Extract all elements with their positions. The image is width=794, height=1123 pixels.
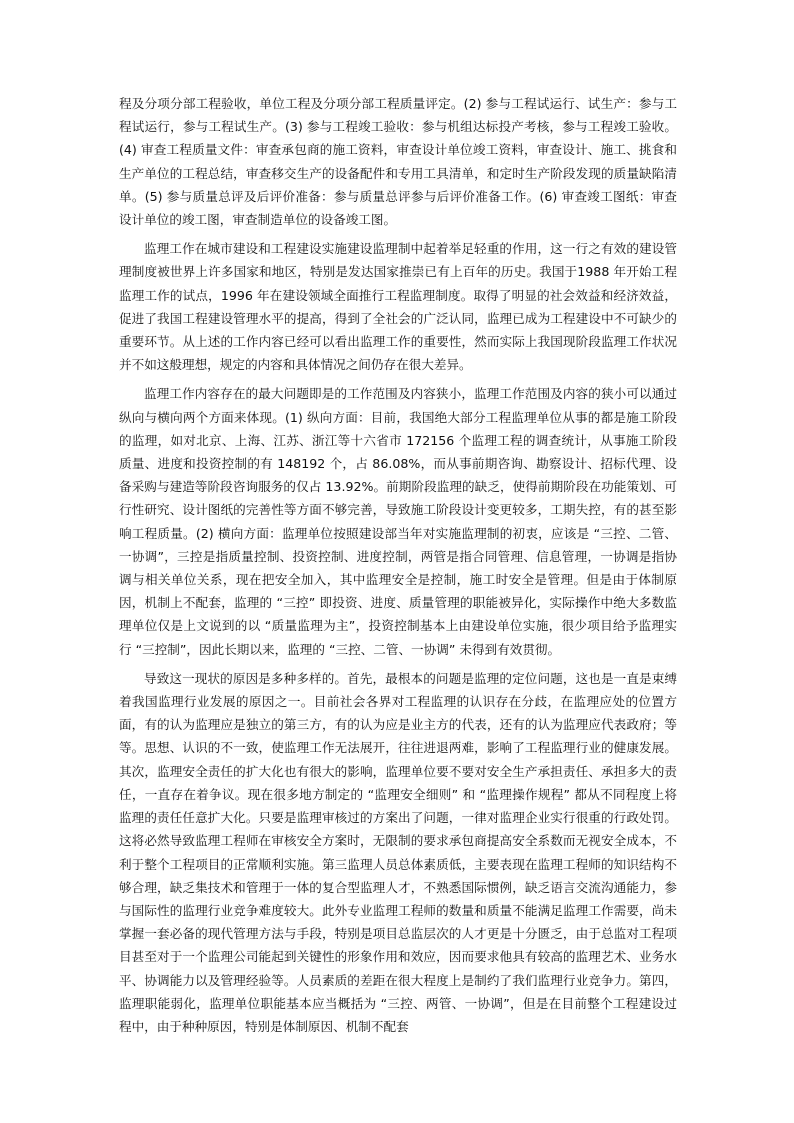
paragraph-3: 监理工作内容存在的最大问题即是的工作范围及内容狭小，监理工作范围及内容的狭小可以通过纵向与横向两个方面来体现。(1) 纵向方面：目前，我国绝大部分工程监理单位从事的都是施工阶段的监理，如对北京、上海、江苏、浙江等十六省市 172156 个监理工程的调查统计，从事施工阶段质量、进度和投资控制的有 148192 个，占 86.08%，而从事前期咨询、勘察设计、招标代理、设备采购与建造等阶段咨询服务的仅占 13.92%。前期阶段监理的缺乏，使得前期阶段在功能策划、可行性研究、设计图纸的完善性等方面不够完善，导致施工阶段设计变更较多，工期失控，有的甚至影响工程质量。(2) 横向方面：监理单位按照建设部当年对实施监理制的初衷，应该是 “三控、二管、一协调”，三控是指质量控制、投资控制、进度控制，两管是指合同管理、信息管理，一协调是指协调与相关单位关系，现在把安全加入，其中监理安全是控制，施工时安全是管理。但是由于体制原因，机制上不配套，监理的 “三控” 即投资、进度、质量管理的职能被异化，实际操作中绝大多数监理单位仅是上文说到的以 “质量监理为主”，投资控制基本上由建设单位实施，很少项目给予监理实行 “三控制”，因此长期以来，监理的 “三控、二管、一协调” 未得到有效贯彻。 bbox=[119, 386, 677, 657]
document-body bbox=[119, 92, 677, 1044]
paragraph-1: 程及分项分部工程验收，单位工程及分项分部工程质量评定。(2) 参与工程试运行、试生产：参与工程试运行，参与工程试生产。(3) 参与工程竣工验收：参与机组达标投产考核，参与工程竣工验收。(4) 审查工程质量文件：审查承包商的施工资料，审查设计单位竣工资料，审查设计、施工、挑食和生产单位的工程总结，审查移交生产的设备配件和专用工具清单，和定时生产阶段发现的质量缺陷清单。(5) 参与质量总评及后评价准备：参与质量总评参与后评价准备工作。(6) 审查竣工图纸：审查设计单位的竣工图，审查制造单位的设备竣工图。 bbox=[119, 96, 677, 228]
paragraph-4: 导致这一现状的原因是多种多样的。首先，最根本的问题是监理的定位问题，这也是一直是束缚着我国监理行业发展的原因之一。目前社会各界对工程监理的认识存在分歧，在监理应处的位置方面，有的认为监理应是独立的第三方，有的认为应是业主方的代表，还有的认为监理应代表政府；等等。思想、认识的不一致，使监理工作无法展开，往往进退两难，影响了工程监理行业的健康发展。其次，监理安全责任的扩大化也有很大的影响，监理单位要不要对安全生产承担责任、承担多大的责任，一直存在着争议。现在很多地方制定的 “监理安全细则” 和 “监理操作规程” 都从不同程度上将监理的责任任意扩大化。只要是监理审核过的方案出了问题，一律对监理企业实行很重的行政处罚。这将必然导致监理工程师在审核安全方案时，无限制的要求承包商提高安全系数而无视安全成本，不利于整个工程项目的正常顺利实施。第三监理人员总体素质低，主要表现在监理工程师的知识结构不够合理，缺乏集技术和管理于一体的复合型监理人才，不熟悉国际惯例，缺乏语言交流沟通能力，参与国际性的监理行业竞争难度较大。此外专业监理工程师的数量和质量不能满足监理工作需要，尚未掌握一套必备的现代管理方法与手段，特别是项目总监层次的人才更是十分匮乏，由于总监对工程项目甚至对于一个监理公司能起到关键性的形象作用和效应，因而要求他具有较高的监理艺术、业务水平、协调能力以及管理经验等。人员素质的差距在很大程度上是制约了我们监理行业竞争力。第四，监理职能弱化，监理单位职能基本应当概括为 “三控、两管、一协调”，但是在目前整个工程建设过程中，由于种种原因，特别是体制原因、机制不配套 bbox=[119, 670, 677, 1034]
paragraph-2: 监理工作在城市建设和工程建设实施建设监理制中起着举足轻重的作用，这一行之有效的建设管理制度被世界上许多国家和地区，特别是发达国家推崇已有上百年的历史。我国于1988 年开始工程监理工作的试点，1996 年在建设领域全面推行工程监理制度。取得了明显的社会效益和经济效益，促进了我国工程建设管理水平的提高，得到了全社会的广泛认同，监理已成为工程建设中不可缺少的重要环节。从上述的工作内容已经可以看出监理工作的重要性，然而实际上我国现阶段监理工作状况并不如这般理想，规定的内容和具体情况之间仍存在很大差异。 bbox=[119, 241, 677, 373]
